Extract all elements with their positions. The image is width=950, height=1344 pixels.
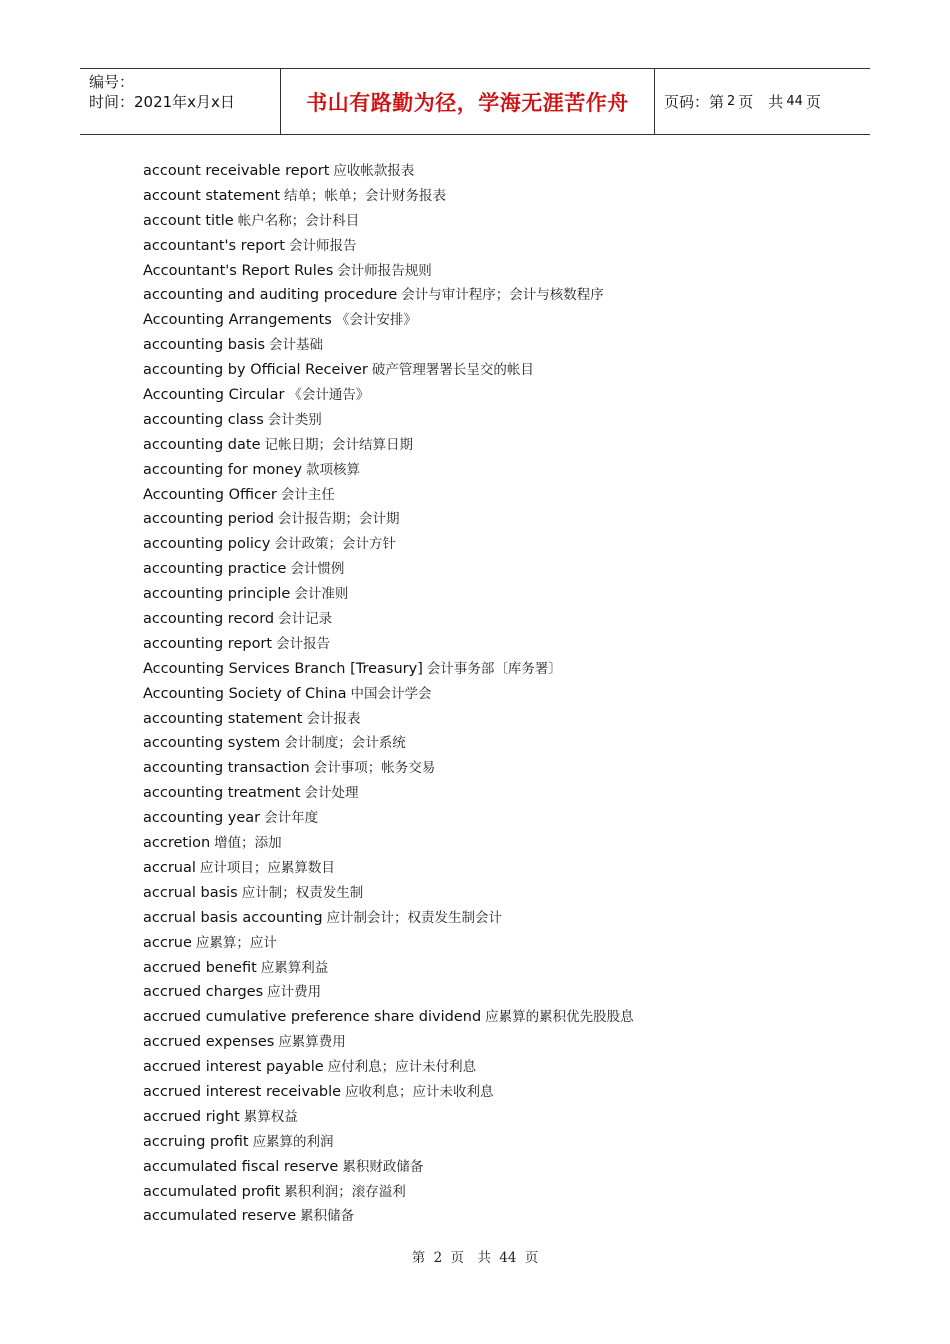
glossary-entry xyxy=(143,582,634,607)
page-current: 2 xyxy=(727,94,736,109)
entry-translation: 应累算；应计 xyxy=(195,934,277,951)
glossary-entry xyxy=(143,557,634,582)
entry-term: Accounting Circular xyxy=(143,387,285,404)
glossary-entry xyxy=(143,881,634,906)
entry-translation: 会计记录 xyxy=(278,611,333,628)
entry-term: accrual xyxy=(143,859,196,876)
entry-term: accumulated profit xyxy=(143,1183,281,1200)
entry-translation: 应累算的利润 xyxy=(252,1133,334,1150)
entry-term: accruing profit xyxy=(143,1133,249,1150)
entry-translation: 会计与审计程序；会计与核数程序 xyxy=(401,287,604,304)
entry-term: accounting principle xyxy=(143,586,291,603)
entry-term: account receivable report xyxy=(143,163,330,179)
entry-translation: 会计师报告规则 xyxy=(337,262,432,279)
page-suffix: 页 xyxy=(805,93,821,111)
entry-term: accounting transaction xyxy=(143,760,310,777)
entry-translation: 会计政策；会计方针 xyxy=(274,536,396,553)
glossary-entry xyxy=(143,1204,634,1229)
glossary-entry xyxy=(143,408,634,433)
entry-translation: 应累算费用 xyxy=(278,1034,346,1051)
entry-term: accrual basis accounting xyxy=(143,909,323,926)
entry-translation: 会计师报告 xyxy=(288,237,357,254)
entry-term: accounting date xyxy=(143,436,261,453)
glossary-entry xyxy=(143,259,634,284)
glossary-entry xyxy=(143,234,634,259)
entry-translation: 会计惯例 xyxy=(290,561,345,578)
serial-label: 编号： xyxy=(89,73,135,91)
entry-term: Accounting Officer xyxy=(143,486,277,503)
entry-term: accrued benefit xyxy=(143,959,257,976)
glossary-entry xyxy=(143,682,634,707)
entry-term: account statement xyxy=(143,187,281,204)
entry-term: accountant's report xyxy=(143,237,285,254)
glossary-entry xyxy=(143,507,634,532)
glossary-entry xyxy=(143,358,634,383)
entry-translation: 应累算利益 xyxy=(260,959,329,976)
glossary-entry xyxy=(143,731,634,756)
entry-term: accretion xyxy=(143,835,211,852)
glossary-entry xyxy=(143,707,634,732)
glossary-entry xyxy=(143,756,634,781)
glossary-entry xyxy=(143,1080,634,1105)
date-label: 时间：2021年x月x日 xyxy=(89,93,235,111)
glossary-entry xyxy=(143,956,634,981)
entry-term: accounting record xyxy=(143,611,275,628)
entry-translation: 《会计安排》 xyxy=(335,312,417,329)
header-page-number xyxy=(655,69,870,134)
glossary-entry xyxy=(143,308,634,333)
entry-translation: 累积储备 xyxy=(300,1208,355,1225)
footer-current: 2 xyxy=(433,1250,443,1266)
glossary-entry xyxy=(143,1155,634,1180)
entry-translation: 应计制会计；权责发生制会计 xyxy=(326,909,503,926)
entry-translation: 会计事项；帐务交易 xyxy=(313,760,436,777)
entry-term: accrued right xyxy=(143,1108,240,1125)
footer-mid: 页 共 xyxy=(450,1250,491,1266)
entry-term: accounting practice xyxy=(143,561,287,578)
entry-term: accrued interest receivable xyxy=(143,1083,342,1100)
entry-translation: 应计项目；应累算数目 xyxy=(199,859,335,876)
entry-translation: 会计年度 xyxy=(264,810,319,827)
glossary-entry xyxy=(143,383,634,408)
glossary-entry xyxy=(143,980,634,1005)
entry-term: accrued interest payable xyxy=(143,1059,324,1076)
footer-suffix: 页 xyxy=(524,1250,539,1266)
entry-term: accounting and auditing procedure xyxy=(143,287,398,304)
header-motto: 书山有路勤为径，学海无涯苦作舟 xyxy=(281,69,655,134)
entry-term: accrued charges xyxy=(143,984,264,1001)
entry-translation: 破产管理署署长呈交的帐目 xyxy=(371,362,534,379)
footer-prefix: 第 xyxy=(411,1250,426,1266)
page-footer xyxy=(0,1246,950,1266)
entry-translation: 会计类别 xyxy=(267,411,322,428)
glossary-entry xyxy=(143,632,634,657)
entry-term: accounting class xyxy=(143,411,264,428)
entry-translation: 款项核算 xyxy=(306,461,361,478)
glossary-entry xyxy=(143,657,634,682)
glossary-entry xyxy=(143,831,634,856)
entry-translation: 会计主任 xyxy=(280,486,335,503)
glossary-list xyxy=(143,159,634,1229)
glossary-entry xyxy=(143,483,634,508)
entry-term: accounting for money xyxy=(143,461,303,478)
glossary-entry xyxy=(143,607,634,632)
page-total: 44 xyxy=(786,94,803,109)
entry-translation: 应收利息；应计未收利息 xyxy=(345,1083,494,1100)
entry-translation: 会计准则 xyxy=(294,586,349,603)
entry-term: Accounting Services Branch [Treasury] xyxy=(143,660,423,677)
entry-translation: 帐户名称；会计科目 xyxy=(237,212,360,229)
entry-term: accounting treatment xyxy=(143,785,301,802)
entry-term: accounting statement xyxy=(143,710,303,727)
entry-translation: 会计处理 xyxy=(304,785,359,802)
entry-translation: 增值；添加 xyxy=(214,835,282,852)
entry-term: accumulated fiscal reserve xyxy=(143,1158,339,1175)
entry-translation: 会计报告 xyxy=(276,635,331,652)
entry-translation: 累积利润；滚存溢利 xyxy=(284,1183,406,1200)
entry-translation: 应付利息；应计未付利息 xyxy=(327,1059,477,1076)
glossary-entry xyxy=(143,532,634,557)
glossary-entry xyxy=(143,333,634,358)
entry-term: accounting policy xyxy=(143,536,271,553)
entry-translation: 会计报告期；会计期 xyxy=(278,511,400,528)
entry-translation: 累积财政储备 xyxy=(342,1158,424,1175)
entry-translation: 结单；帐单；会计财务报表 xyxy=(284,187,447,204)
entry-term: accrual basis xyxy=(143,884,238,901)
glossary-entry xyxy=(143,283,634,308)
entry-translation: 应收帐款报表 xyxy=(333,163,415,179)
entry-term: accounting basis xyxy=(143,337,266,354)
glossary-entry xyxy=(143,931,634,956)
entry-term: Accountant's Report Rules xyxy=(143,262,334,279)
entry-term: accounting by Official Receiver xyxy=(143,362,368,379)
glossary-entry xyxy=(143,433,634,458)
glossary-entry xyxy=(143,1180,634,1205)
entry-term: accrued expenses xyxy=(143,1034,275,1051)
glossary-entry xyxy=(143,1130,634,1155)
entry-translation: 应计费用 xyxy=(267,984,322,1001)
entry-term: Accounting Arrangements xyxy=(143,312,332,329)
entry-term: accounting year xyxy=(143,810,261,827)
glossary-entry xyxy=(143,159,634,184)
entry-term: accounting report xyxy=(143,635,273,652)
glossary-entry xyxy=(143,184,634,209)
glossary-entry xyxy=(143,906,634,931)
glossary-entry xyxy=(143,1055,634,1080)
entry-translation: 会计报表 xyxy=(306,710,361,727)
entry-term: accounting system xyxy=(143,735,281,752)
glossary-entry xyxy=(143,1005,634,1030)
entry-translation: 应计制；权责发生制 xyxy=(241,884,364,901)
glossary-entry xyxy=(143,458,634,483)
glossary-entry xyxy=(143,856,634,881)
entry-translation: 应累算的累积优先股股息 xyxy=(485,1009,634,1026)
entry-translation: 累算权益 xyxy=(243,1108,298,1125)
glossary-entry xyxy=(143,1105,634,1130)
entry-term: Accounting Society of China xyxy=(143,685,347,702)
entry-term: accumulated reserve xyxy=(143,1208,297,1225)
entry-term: accrue xyxy=(143,934,192,951)
entry-translation: 会计制度；会计系统 xyxy=(284,735,406,752)
glossary-entry xyxy=(143,209,634,234)
glossary-entry xyxy=(143,806,634,831)
page-mid: 页 共 xyxy=(738,93,784,111)
entry-term: accrued cumulative preference share dividend xyxy=(143,1009,482,1026)
entry-translation: 会计基础 xyxy=(269,337,324,354)
entry-term: account title xyxy=(143,212,234,229)
entry-translation: 《会计通告》 xyxy=(288,387,370,404)
header-meta xyxy=(80,69,281,134)
entry-translation: 会计事务部〔库务署〕 xyxy=(426,660,562,677)
glossary-entry xyxy=(143,1030,634,1055)
glossary-entry xyxy=(143,781,634,806)
entry-term: accounting period xyxy=(143,511,274,528)
page-prefix: 页码：第 xyxy=(664,93,725,111)
entry-translation: 记帐日期；会计结算日期 xyxy=(264,436,413,453)
entry-translation: 中国会计学会 xyxy=(350,685,432,702)
footer-total: 44 xyxy=(499,1250,517,1266)
page-header xyxy=(80,68,870,135)
